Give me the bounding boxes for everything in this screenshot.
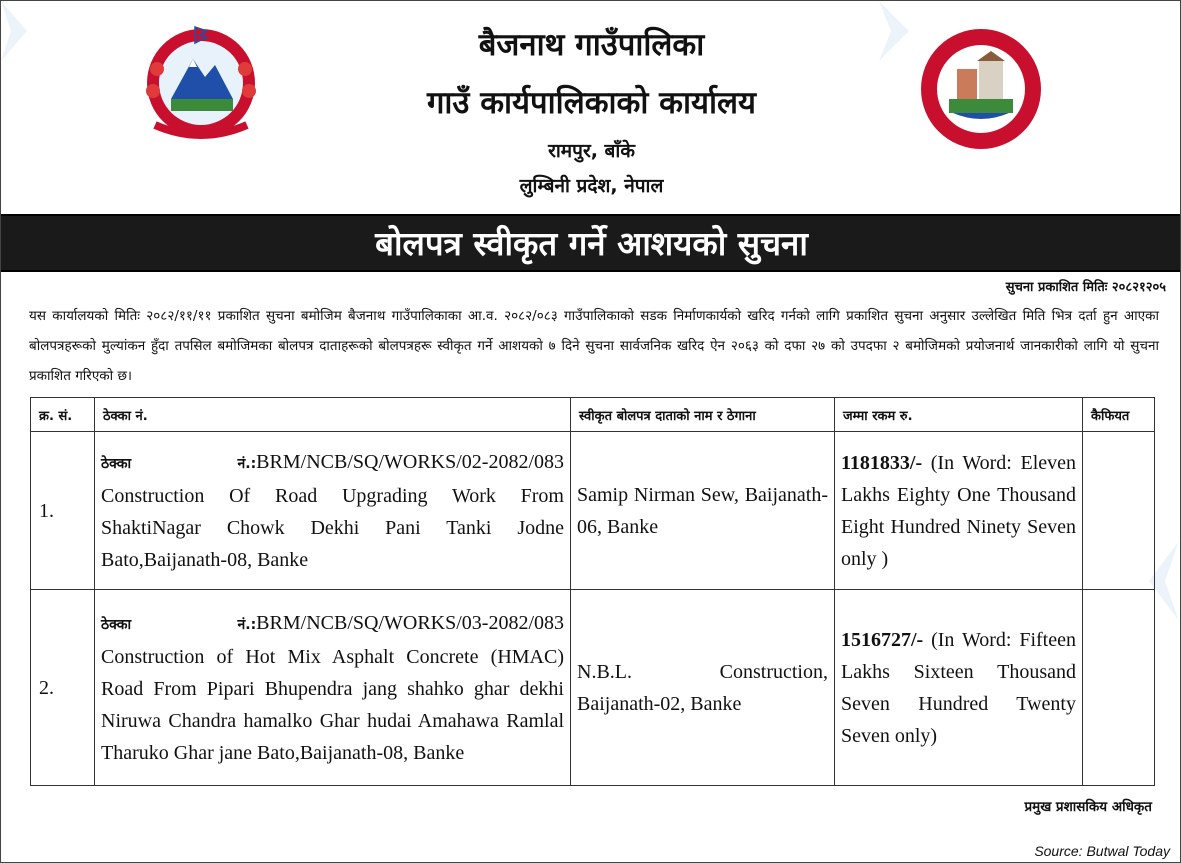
column-header-sn: क्र. सं.: [31, 398, 95, 432]
contract-number: BRM/NCB/SQ/WORKS/02-2082/083: [256, 450, 564, 473]
row-remarks: [1083, 432, 1155, 590]
notice-body: यस कार्यालयको मितिः २०८२/११/११ प्रकाशित सुचना बमोजिम बैजनाथ गाउँपालिकाका आ.व. २०८२/०८३ गाउँपालिकाको सडक निर्माणकार्यको खरिद गर्नको लागि प्रकाशित सुचना अनुसार उल्लेखित मिति भित्र दर्ता हुन आएका बोलपत्रहरूको मुल्यांकन हुँदा तपसिल बमोजिमका बोलपत्र दाताहरूको बोलपत्रहरू स्वीकृत गर्ने आशयको ७ दिने सुचना सार्वजनिक खरिद ऐन २०६३ को दफा २७ को उपदफा २ बमोजिमको प्रयोजनार्थ जानकारीको लागि यो सुचना प्रकाशित गरिएको छ।: [29, 308, 1159, 384]
amount-figure: 1516727/-: [841, 628, 924, 651]
table-row: [31, 590, 1155, 786]
work-description: Construction Of Road Upgrading Work From ShaktiNagar Chowk Dekhi Pani Tanki Jodne Bato,Baijanath-08, Banke: [101, 484, 564, 571]
table-row: [31, 432, 1155, 590]
notice-title: बोलपत्र स्वीकृत गर्ने आशयको सुचना: [375, 224, 808, 263]
office-name: गाउँ कार्यपालिकाको कार्यालय: [426, 85, 757, 121]
publish-date: सुचना प्रकाशित मितिः २०८२१२०५: [1005, 280, 1166, 295]
row-sn: 1.: [31, 432, 95, 590]
work-description: Construction of Hot Mix Asphalt Concrete (HMAC) Road From Pipari Bhupendra jang shahko ghar dekhi Niruwa Chandra hamalko Ghar hudai Amahawa Ramlal Tharuko Ghar jane Bato,Baijanath-08, Banke: [101, 645, 564, 764]
row-amount: [835, 432, 1083, 590]
contract-label: ठेक्का नं.:: [101, 455, 257, 472]
amount-words: (In Word: Eleven Lakhs Eighty One Thousand Eight Hundred Ninety Seven only ): [841, 451, 1077, 570]
notice-header: [1, 1, 1181, 213]
municipality-name: बैजनाथ गाउँपालिका: [478, 27, 705, 63]
row-amount: [835, 590, 1083, 786]
office-province: लुम्बिनी प्रदेश, नेपाल: [519, 175, 664, 197]
contract-number: BRM/NCB/SQ/WORKS/03-2082/083: [256, 611, 564, 634]
source-credit: Source: Butwal Today: [1034, 843, 1170, 859]
bid-acceptance-table: [30, 397, 1155, 786]
row-contract: [95, 432, 571, 590]
nepal-government-emblem-icon: [131, 21, 271, 146]
office-address: रामपुर, बाँके: [548, 140, 635, 162]
table-header-row: [31, 398, 1155, 432]
column-header-remarks: कैफियत: [1083, 398, 1155, 432]
row-bidder: N.B.L. Construction, Baijanath-02, Banke: [571, 590, 835, 786]
column-header-contract: ठेक्का नं.: [95, 398, 571, 432]
column-header-amount: जम्मा रकम रु.: [835, 398, 1083, 432]
baijanath-municipality-logo-icon: [919, 27, 1043, 151]
contract-label: ठेक्का नं.:: [101, 616, 257, 633]
amount-figure: 1181833/-: [841, 451, 923, 474]
row-bidder: Samip Nirman Sew, Baijanath-06, Banke: [571, 432, 835, 590]
signatory-title: प्रमुख प्रशासकिय अधिकृत: [1024, 799, 1152, 815]
row-sn: 2.: [31, 590, 95, 786]
column-header-bidder: स्वीकृत बोलपत्र दाताको नाम र ठेगाना: [571, 398, 835, 432]
notice-title-band: [1, 214, 1181, 272]
row-contract: [95, 590, 571, 786]
amount-words: (In Word: Fifteen Lakhs Sixteen Thousand Seven Hundred Twenty Seven only): [841, 628, 1076, 747]
row-remarks: [1083, 590, 1155, 786]
